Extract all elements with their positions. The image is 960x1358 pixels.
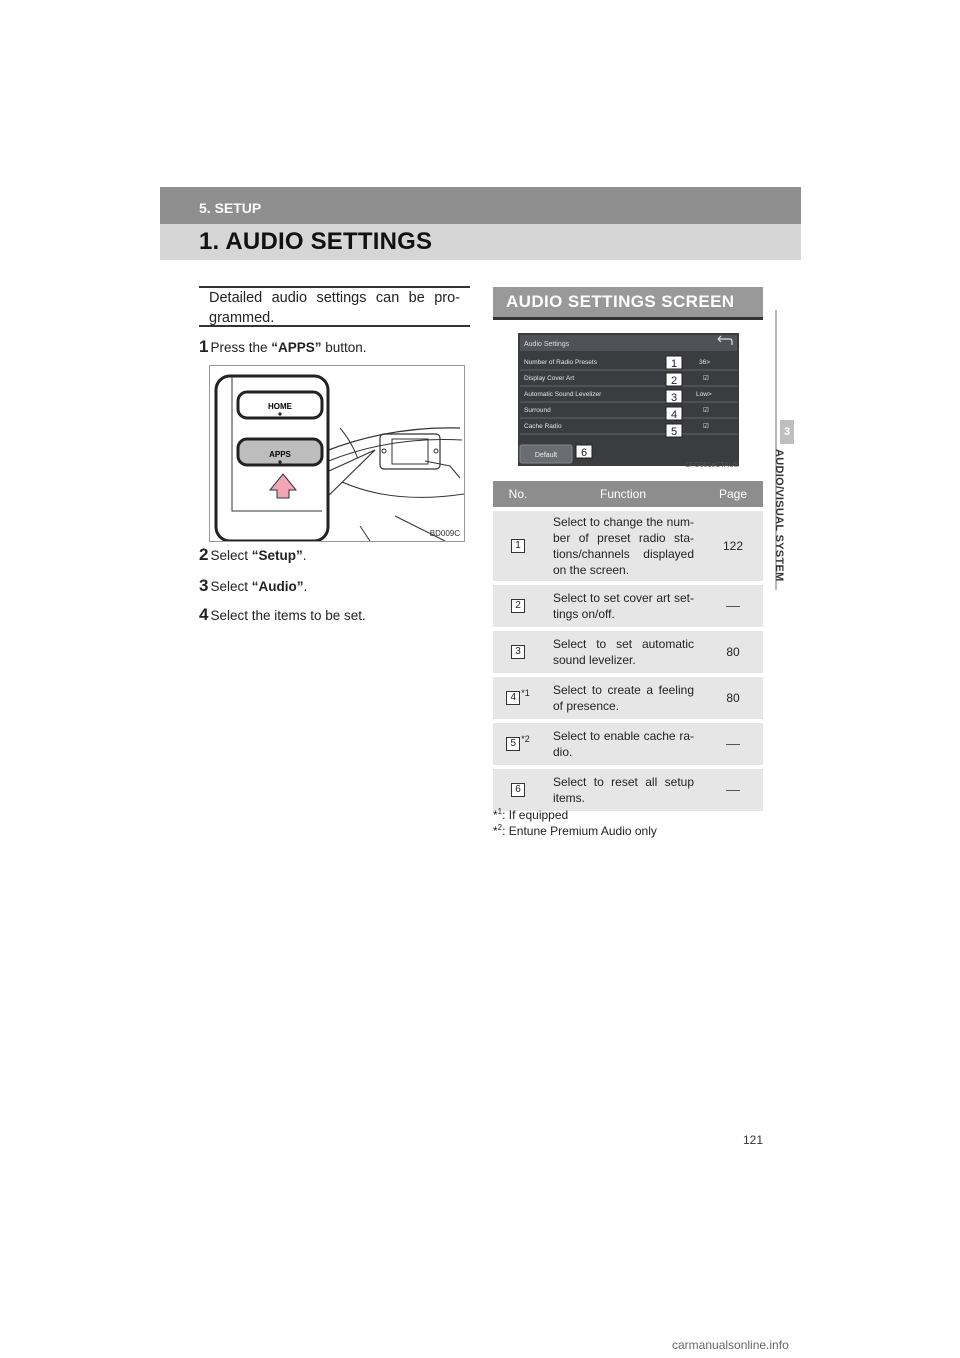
row-number-box: 2 bbox=[511, 599, 525, 613]
step-text-end: . bbox=[303, 579, 308, 594]
footnote-text: : Entune Premium Audio only bbox=[502, 824, 657, 838]
step-keyword: “Setup” bbox=[251, 548, 303, 563]
footnote-mark: * bbox=[493, 824, 498, 838]
no-page-dash bbox=[726, 606, 740, 607]
page-title: 1. AUDIO SETTINGS bbox=[199, 228, 433, 255]
screen-section-header bbox=[493, 287, 763, 320]
no-page-dash bbox=[726, 790, 740, 791]
callout-number: 1 bbox=[670, 358, 678, 370]
side-tab-number: 3 bbox=[780, 420, 794, 444]
table-row bbox=[493, 723, 763, 765]
apps-button-figure bbox=[209, 365, 465, 542]
row-function: Select to reset all setup items. bbox=[553, 775, 694, 805]
screen-row-label: Cache Radio bbox=[524, 423, 562, 430]
screenshot-code: CFG001eCTAUS bbox=[685, 462, 739, 469]
row-function: Select to change the num-ber of preset radio sta-tions/channels displayed on the screen. bbox=[553, 515, 694, 577]
step-3 bbox=[199, 576, 307, 596]
dashboard-illustration bbox=[210, 366, 464, 541]
table-row bbox=[493, 769, 763, 811]
col-header-function: Function bbox=[543, 481, 703, 507]
table-row bbox=[493, 631, 763, 673]
callout-number: 6 bbox=[580, 447, 588, 459]
default-button-label: Default bbox=[534, 452, 558, 459]
row-number-box: 1 bbox=[511, 539, 525, 553]
section-label: 5. SETUP bbox=[199, 200, 262, 216]
footnote-mark: * bbox=[493, 808, 498, 822]
row-page: 80 bbox=[703, 677, 763, 719]
no-page-dash bbox=[726, 744, 740, 745]
home-button-label: HOME bbox=[268, 402, 292, 411]
col-header-page: Page bbox=[703, 481, 763, 507]
row-footnote-mark: *2 bbox=[521, 733, 530, 744]
footnote-sup: 2 bbox=[497, 823, 503, 832]
screen-row-label: Display Cover Art bbox=[524, 375, 575, 382]
screen-row-value: ☑ bbox=[703, 423, 709, 430]
screen-row-value: Low> bbox=[696, 391, 712, 398]
step-2 bbox=[199, 545, 307, 565]
row-number-box: 5 bbox=[506, 737, 520, 751]
row-footnote-mark: *1 bbox=[521, 687, 530, 698]
screenshot-illustration bbox=[518, 333, 739, 466]
step-text: Press the bbox=[210, 340, 272, 355]
table-row bbox=[493, 677, 763, 719]
side-tab-label: AUDIO/VISUAL SYSTEM bbox=[773, 449, 785, 582]
step-keyword: “APPS” bbox=[271, 340, 322, 355]
figure-code: BD009C bbox=[429, 529, 460, 538]
row-function: Select to set cover art set-tings on/off. bbox=[553, 591, 694, 621]
screen-row-label: Automatic Sound Levelizer bbox=[524, 391, 602, 398]
screen-row-value: ☑ bbox=[703, 407, 709, 414]
screen-row-value: ☑ bbox=[703, 375, 709, 382]
callout-number: 4 bbox=[670, 409, 678, 421]
step-text-end: . bbox=[302, 548, 307, 563]
table-row bbox=[493, 511, 763, 581]
step-number: 2 bbox=[199, 545, 209, 564]
step-text: Select bbox=[210, 579, 252, 594]
row-function: Select to set automatic sound levelizer. bbox=[553, 637, 694, 667]
page-number: 121 bbox=[743, 1133, 764, 1147]
callout-number: 5 bbox=[670, 426, 678, 438]
step-number: 3 bbox=[199, 576, 209, 595]
col-header-no: No. bbox=[493, 481, 543, 507]
table-row bbox=[493, 585, 763, 627]
screen-title: Audio Settings bbox=[524, 341, 570, 348]
table-header-row bbox=[493, 481, 763, 507]
callout-number: 2 bbox=[670, 375, 678, 387]
screen-row-label: Surround bbox=[524, 407, 551, 414]
function-table bbox=[493, 481, 763, 811]
row-number-box: 6 bbox=[511, 783, 525, 797]
row-function: Select to create a feeling of presence. bbox=[553, 683, 694, 713]
side-tab-label-wrap bbox=[768, 449, 792, 605]
footnote-1 bbox=[493, 807, 568, 822]
step-4 bbox=[199, 605, 366, 625]
row-page: 122 bbox=[703, 511, 763, 581]
watermark: carmanualsonline.info bbox=[672, 1338, 789, 1352]
screen-row-label: Number of Radio Presets bbox=[524, 359, 597, 366]
callout-number: 3 bbox=[670, 392, 678, 404]
step-text: Select bbox=[210, 548, 252, 563]
row-number-box: 3 bbox=[511, 645, 525, 659]
audio-settings-screenshot bbox=[518, 333, 739, 466]
footnote-2 bbox=[493, 823, 657, 838]
step-keyword: “Audio” bbox=[251, 579, 304, 594]
intro-text: Detailed audio settings can be pro-grammed. bbox=[199, 286, 470, 327]
footnote-text: : If equipped bbox=[502, 808, 569, 822]
step-1 bbox=[199, 337, 367, 357]
step-text: Select the items to be set. bbox=[210, 608, 366, 623]
footnote-sup: 1 bbox=[497, 807, 503, 816]
apps-button-label: APPS bbox=[269, 450, 291, 459]
screen-row-value: 36> bbox=[699, 359, 711, 366]
row-page: 80 bbox=[703, 631, 763, 673]
row-function: Select to enable cache ra-dio. bbox=[553, 729, 694, 759]
row-number-box: 4 bbox=[506, 691, 520, 705]
screen-section-title: AUDIO SETTINGS SCREEN bbox=[506, 292, 735, 311]
step-text-end: button. bbox=[321, 340, 367, 355]
step-number: 4 bbox=[199, 605, 209, 624]
step-number: 1 bbox=[199, 337, 209, 356]
